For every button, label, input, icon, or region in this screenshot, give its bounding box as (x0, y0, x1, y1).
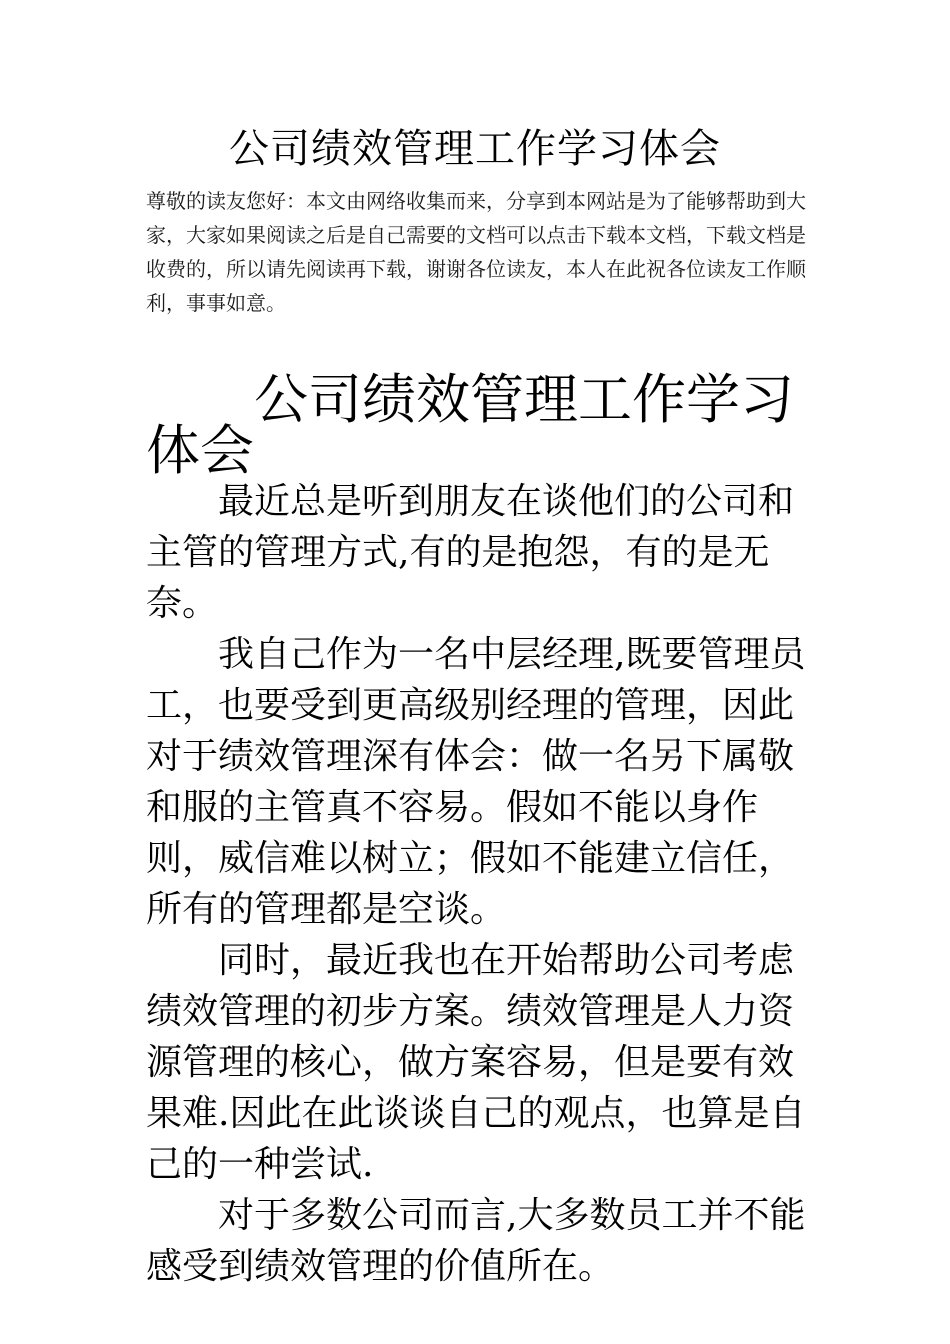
document-title: 公司绩效管理工作学习体会 (229, 126, 721, 172)
reader-notice: 尊敬的读友您好：本文由网络收集而来，分享到本网站是为了能够帮助到大家，大家如果阅读之后是自己需要的文档可以点击下载本文档，下载文档是收费的，所以请先阅读再下载，谢谢各位读友，本人在此祝各位读友工作顺利，事事如意。 (146, 189, 806, 315)
body-paragraph: 同时，最近我也在开始帮助公司考虑绩效管理的初步方案。绩效管理是人力资源管理的核心，做方案容易，但是要有效果难.因此在此谈谈自己的观点，也算是自己的一种尝试. (146, 940, 806, 1185)
body-paragraph: 最近总是听到朋友在谈他们的公司和主管的管理方式,有的是抱怨，有的是无奈。 (146, 481, 795, 624)
document-body (146, 368, 808, 1292)
body-subtitle: 公司绩效管理工作学习体会 (146, 368, 794, 482)
body-paragraph: 对于多数公司而言,大多数员工并不能感受到绩效管理的价值所在。 (146, 1195, 806, 1287)
body-paragraph: 我自己作为一名中层经理,既要管理员工，也要受到更高级别经理的管理，因此对于绩效管理深有体会：做一名另下属敬和服的主管真不容易。假如不能以身作则，威信难以树立；假如不能建立信任，所有的管理都是空谈。 (146, 634, 806, 930)
